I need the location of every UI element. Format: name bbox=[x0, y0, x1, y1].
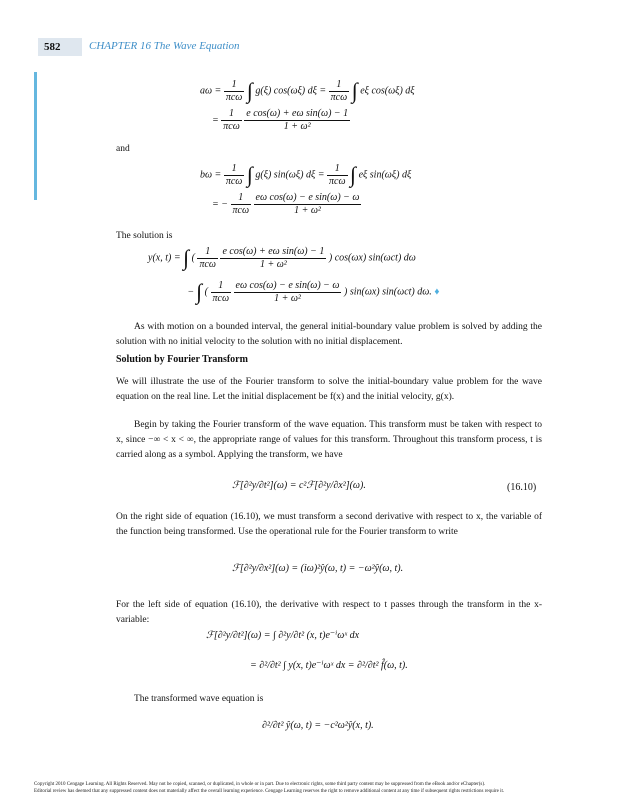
equation-b-omega-line2: = − $\frac{1}{\text{πcω}}$ $\frac{\text{eω cos(ω) − e sin(ω) − ω}}{\text{1 + ω²}}$ bbox=[212, 192, 360, 216]
solution-line2: − ∫ ( $\frac{1}{\text{πcω}}$ $\frac{\text{eω cos(ω) − e sin(ω) − ω}}{\text{1 + ω²}}$ ) sin(ωx) sin(ωct) dω. ♦ bbox=[188, 279, 440, 304]
integral-sign: ∫ bbox=[351, 78, 358, 103]
a-frac1: $\frac{1}{\text{πcω}}$ bbox=[225, 78, 243, 103]
equation-number: (16.10) bbox=[507, 482, 537, 493]
a-int2-body: eξ cos(ωξ) dξ bbox=[360, 85, 415, 97]
end-of-example-diamond-icon: ♦ bbox=[434, 286, 440, 298]
paragraph-left-side: For the left side of equation (16.10), the derivative with respect to t passes through the transform in the x-variable: bbox=[116, 600, 542, 625]
integral-sign: ∫ bbox=[246, 78, 253, 103]
equation-b-omega: bω = $\frac{1}{\text{πcω}}$ ∫ g(ξ) sin(ωξ) dξ = $\frac{1}{\text{πcω}}$ ∫ eξ sin(ωξ) dξ bbox=[200, 162, 412, 187]
section-heading: Solution by Fourier Transform bbox=[116, 354, 248, 365]
equation-time-derivative-line1: ℱ[∂²y/∂t²](ω) = ∫ ∂²y/∂t² (x, t)e⁻ⁱωˣ dx bbox=[206, 630, 360, 641]
solution-line1: y(x, t) = ∫ ( $\frac{1}{\text{πcω}}$ $\frac{\text{e cos(ω) + eω sin(ω) − 1}}{\text{1 + ω²}}$ ) cos(ωx) sin(ωct) dω bbox=[148, 245, 416, 270]
solution-intro: The solution is bbox=[116, 231, 173, 241]
paragraph-begin: Begin by taking the Fourier transform of the wave equation. This transform must be taken with respect to x, since −∞ < x < ∞, the appropriate range of values for this transform. Throughout this transform process, t is carried along as a symbol. Applying the transform, we have bbox=[116, 420, 542, 460]
equation-time-derivative-line2: = ∂²/∂t² ∫ y(x, t)e⁻ⁱωˣ dx = ∂²/∂t² f̂(ω, t). bbox=[250, 660, 408, 671]
margin-accent-bar bbox=[34, 72, 37, 200]
paragraph-illustrate: We will illustrate the use of the Fourier transform to solve the initial-boundary value problem for the wave equation on the real line. Let the initial displacement be f(x) and the initial velocity, g(x). bbox=[116, 377, 542, 402]
equation-16-10: ℱ[∂²y/∂t²](ω) = c²ℱ[∂²y/∂x²](ω). bbox=[232, 480, 366, 491]
equation-transformed-wave: ∂²/∂t² ŷ(ω, t) = −c²ω²ŷ(x, t). bbox=[262, 720, 374, 731]
word-and: and bbox=[116, 144, 130, 154]
equation-a-omega-line2: = $\frac{1}{\text{πcω}}$ $\frac{\text{e cos(ω) + eω sin(ω) − 1}}{\text{1 + ω²}}$ bbox=[212, 108, 349, 132]
equation-a-omega bbox=[200, 78, 415, 104]
a-lhs: aω = bbox=[200, 85, 222, 97]
page-number: 582 bbox=[38, 38, 82, 56]
a-frac2: $\frac{1}{\text{πcω}}$ bbox=[330, 78, 348, 103]
paragraph-motion: As with motion on a bounded interval, the general initial-boundary value problem is solved by adding the solution with no initial velocity to the solution with no initial displacement. bbox=[116, 322, 542, 347]
paragraph-right-side: On the right side of equation (16.10), we must transform a second derivative with respect to x, the variable of the function being transformed. Use the operational rule for the Fourier transform to write bbox=[116, 512, 542, 537]
copyright-footer: Copyright 2010 Cengage Learning. All Rights Reserved. May not be copied, scanned, or duplicated, in whole or in part. Due to electronic rights, some third party content may be suppressed from the eBook and/or eChapter(s). Editorial review has deemed that any suppressed content does not materially affect the overall learning experience. Cengage Learning reserves the right to remove additional content at any time if subsequent rights restrictions require it. bbox=[34, 782, 505, 794]
equation-operational-rule: ℱ[∂²y/∂x²](ω) = (iω)²ŷ(ω, t) = −ω²ŷ(ω, t). bbox=[232, 563, 404, 574]
chapter-title: CHAPTER 16 The Wave Equation bbox=[89, 40, 240, 52]
paragraph-transformed: The transformed wave equation is bbox=[134, 694, 264, 704]
a-int1-body: g(ξ) cos(ωξ) dξ = bbox=[255, 85, 327, 97]
